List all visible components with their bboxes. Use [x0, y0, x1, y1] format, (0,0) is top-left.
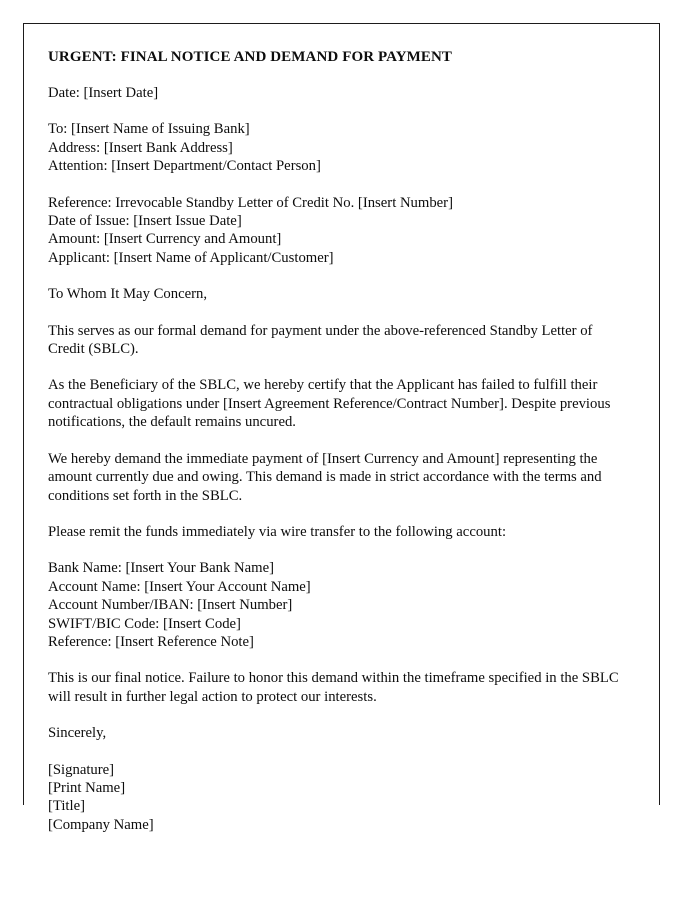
print-name-placeholder: [Print Name]	[48, 779, 126, 796]
salutation: To Whom It May Concern,	[48, 286, 208, 303]
paragraph-3-block	[48, 450, 628, 505]
title-placeholder: [Title]	[48, 798, 85, 815]
recipient-address-line: Address: [Insert Bank Address]	[48, 139, 233, 156]
reference-line: Reference: Irrevocable Standby Letter of Credit No. [Insert Number]	[48, 194, 453, 211]
account-number-line: Account Number/IBAN: [Insert Number]	[48, 597, 293, 614]
paragraph-1-block	[48, 322, 628, 359]
recipient-block	[48, 120, 628, 175]
paragraph-2-block	[48, 376, 628, 431]
closing-block	[48, 724, 628, 742]
recipient-to-line: To: [Insert Name of Issuing Bank]	[48, 121, 250, 138]
bank-name-line: Bank Name: [Insert Your Bank Name]	[48, 560, 274, 577]
paragraph-4-block	[48, 669, 628, 706]
paragraph-4: This is our final notice. Failure to honor this demand within the timeframe specified in the SBLC will result in further legal action to protect our interests.	[48, 670, 619, 705]
document-page	[23, 23, 660, 833]
reference-note-line: Reference: [Insert Reference Note]	[48, 633, 254, 650]
salutation-block	[48, 285, 628, 303]
paragraph-1: This serves as our formal demand for payment under the above-referenced Standby Letter of Credit (SBLC).	[48, 322, 593, 358]
signature-block	[48, 761, 628, 835]
swift-code-line: SWIFT/BIC Code: [Insert Code]	[48, 615, 241, 632]
bank-details-block	[48, 559, 628, 651]
paragraph-3: We hereby demand the immediate payment of [Insert Currency and Amount] representing the amount currently due and owing. This demand is made in strict accordance with the terms and conditions set forth in the SBLC.	[48, 450, 602, 504]
closing: Sincerely,	[48, 725, 107, 742]
account-name-line: Account Name: [Insert Your Account Name]	[48, 578, 311, 595]
recipient-attention-line: Attention: [Insert Department/Contact Person]	[48, 158, 321, 175]
page-title: URGENT: FINAL NOTICE AND DEMAND FOR PAYMENT	[48, 49, 453, 65]
date-of-issue-line: Date of Issue: [Insert Issue Date]	[48, 213, 242, 230]
reference-block	[48, 194, 628, 268]
date-line: Date: [Insert Date]	[48, 85, 159, 101]
signature-placeholder: [Signature]	[48, 761, 115, 778]
amount-line: Amount: [Insert Currency and Amount]	[48, 231, 282, 248]
date-block	[48, 84, 628, 102]
remittance-intro: Please remit the funds immediately via wire transfer to the following account:	[48, 523, 507, 540]
paragraph-2: As the Beneficiary of the SBLC, we hereby certify that the Applicant has failed to fulfill their contractual obligations under [Insert Agreement Reference/Contract Number]. Despite previous notifications, the default remains uncured.	[48, 377, 611, 431]
document-body	[48, 48, 628, 834]
remittance-intro-block	[48, 523, 628, 541]
applicant-line: Applicant: [Insert Name of Applicant/Customer]	[48, 249, 334, 266]
company-name-placeholder: [Company Name]	[48, 816, 154, 833]
